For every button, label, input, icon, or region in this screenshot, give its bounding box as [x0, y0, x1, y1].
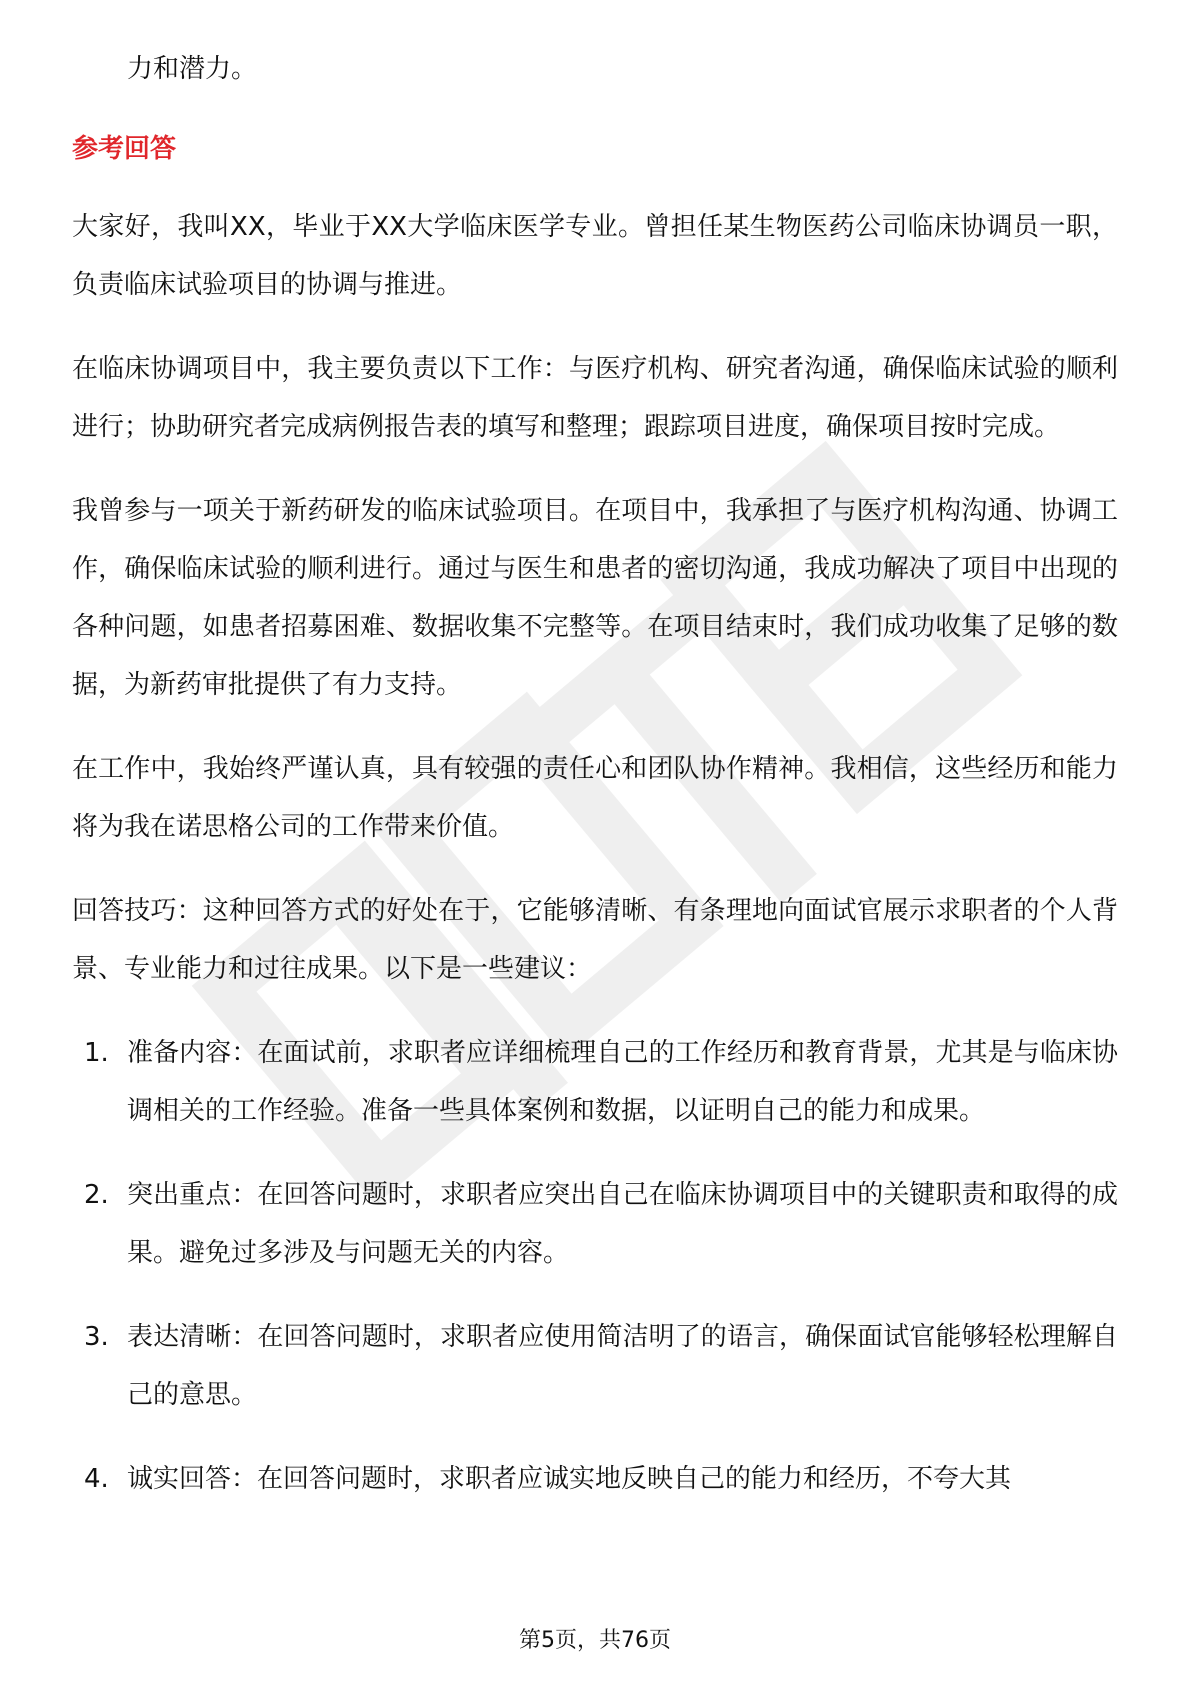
- list-item-text: 准备内容：在面试前，求职者应详细梳理自己的工作经历和教育背景，尤其是与临床协调相关的工作经验。准备一些具体案例和数据，以证明自己的能力和成果。: [127, 1038, 1118, 1126]
- continuation-text: 力和潜力。: [127, 54, 258, 84]
- paragraph-intro: 大家好，我叫XX，毕业于XX大学临床医学专业。曾担任某生物医药公司临床协调员一职，负责临床试验项目的协调与推进。: [72, 212, 1118, 300]
- list-item: [72, 1024, 1118, 1140]
- list-item-number: 3.: [84, 1322, 109, 1352]
- paragraph-tips: 回答技巧：这种回答方式的好处在于，它能够清晰、有条理地向面试官展示求职者的个人背景、专业能力和过往成果。以下是一些建议：: [72, 896, 1118, 984]
- list-item-number: 1.: [84, 1038, 109, 1068]
- list-item: [72, 1450, 1118, 1508]
- list-item: [72, 1308, 1118, 1424]
- list-item-number: 2.: [84, 1180, 109, 1210]
- list-item-text: 表达清晰：在回答问题时，求职者应使用简洁明了的语言，确保面试官能够轻松理解自己的意思。: [127, 1322, 1118, 1410]
- list-item: [72, 1166, 1118, 1282]
- list-item-text: 突出重点：在回答问题时，求职者应突出自己在临床协调项目中的关键职责和取得的成果。避免过多涉及与问题无关的内容。: [127, 1180, 1118, 1268]
- page-footer: 第5页，共76页: [519, 1628, 671, 1653]
- paragraph-project: 我曾参与一项关于新药研发的临床试验项目。在项目中，我承担了与医疗机构沟通、协调工作，确保临床试验的顺利进行。通过与医生和患者的密切沟通，我成功解决了项目中出现的各种问题，如患者招募困难、数据收集不完整等。在项目结束时，我们成功收集了足够的数据，为新药审批提供了有力支持。: [72, 496, 1118, 700]
- paragraph-responsibilities: 在临床协调项目中，我主要负责以下工作：与医疗机构、研究者沟通，确保临床试验的顺利进行；协助研究者完成病例报告表的填写和整理；跟踪项目进度，确保项目按时完成。: [72, 354, 1118, 442]
- tips-list: [72, 1024, 1118, 1508]
- section-heading: 参考回答: [72, 134, 177, 164]
- page-content: [72, 40, 1118, 1534]
- list-item-number: 4.: [84, 1464, 109, 1494]
- list-item-text: 诚实回答：在回答问题时，求职者应诚实地反映自己的能力和经历，不夸大其: [127, 1464, 1012, 1494]
- paragraph-qualities: 在工作中，我始终严谨认真，具有较强的责任心和团队协作精神。我相信，这些经历和能力将为我在诺思格公司的工作带来价值。: [72, 754, 1118, 842]
